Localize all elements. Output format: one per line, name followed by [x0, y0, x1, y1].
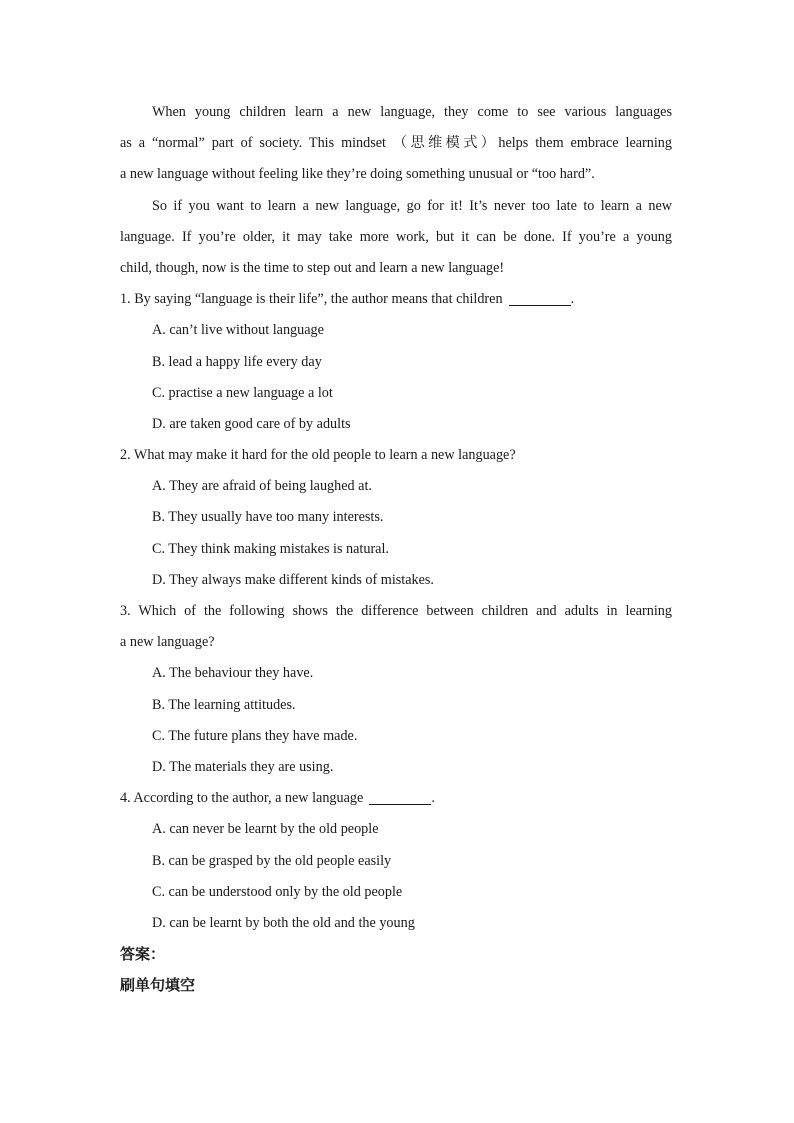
option-b: B. lead a happy life every day: [152, 353, 322, 370]
passage-paragraph-2: [120, 191, 672, 285]
option-c: C. The future plans they have made.: [152, 727, 358, 744]
option-a: A. The behaviour they have.: [152, 665, 314, 682]
section-heading: 刷单句填空: [120, 976, 196, 995]
question-2: [120, 440, 672, 596]
option-d: D. The materials they are using.: [152, 758, 334, 775]
blank-suffix: .: [570, 291, 575, 308]
option-b: B. They usually have too many interests.: [152, 509, 384, 526]
question-4: [120, 783, 672, 939]
question-stem: [120, 284, 672, 315]
question-stem-text: 4. According to the author, a new language: [120, 790, 364, 807]
passage-line: a new language without feeling like they’re doing something unusual or “too hard”.: [120, 166, 595, 183]
passage-line: language. If you’re older, it may take more work, but it can be done. If you’re a young: [120, 228, 672, 245]
passage-line: So if you want to learn a new language, go for it! It’s never too late to learn a new: [152, 197, 672, 214]
passage-line: When young children learn a new language, they come to see various languages: [152, 104, 672, 120]
option-d: D. are taken good care of by adults: [152, 415, 351, 432]
option-a: A. can’t live without language: [152, 322, 324, 339]
option-c: C. can be understood only by the old people: [152, 883, 403, 900]
document-page: [120, 97, 672, 1001]
answer-heading: 答案：: [120, 945, 166, 964]
passage-paragraph-1: [120, 97, 672, 191]
answer-blank[interactable]: [369, 790, 431, 805]
option-b: B. The learning attitudes.: [152, 696, 296, 713]
question-stem: 2. What may make it hard for the old people to learn a new language?: [120, 447, 516, 464]
answer-blank[interactable]: [509, 291, 571, 306]
question-stem-continued: a new language?: [120, 634, 215, 651]
option-d: D. can be learnt by both the old and the young: [152, 914, 415, 931]
option-a: A. can never be learnt by the old people: [152, 821, 379, 838]
question-3: [120, 596, 672, 783]
option-b: B. can be grasped by the old people easily: [152, 852, 392, 869]
question-stem: 3. Which of the following shows the difference between children and adults in learning: [120, 603, 672, 619]
option-c: C. They think making mistakes is natural.: [152, 540, 389, 557]
option-a: A. They are afraid of being laughed at.: [152, 478, 372, 495]
blank-suffix: .: [431, 790, 435, 807]
question-1: [120, 284, 672, 440]
question-stem-text: 1. By saying “language is their life”, the author means that children: [120, 291, 503, 308]
question-stem: [120, 783, 672, 814]
passage-line: as a “normal” part of society. This mindset （思维模式）helps them embrace learning: [120, 135, 672, 152]
option-d: D. They always make different kinds of mistakes.: [152, 571, 434, 588]
option-c: C. practise a new language a lot: [152, 384, 333, 401]
passage-line: child, though, now is the time to step out and learn a new language!: [120, 259, 505, 276]
